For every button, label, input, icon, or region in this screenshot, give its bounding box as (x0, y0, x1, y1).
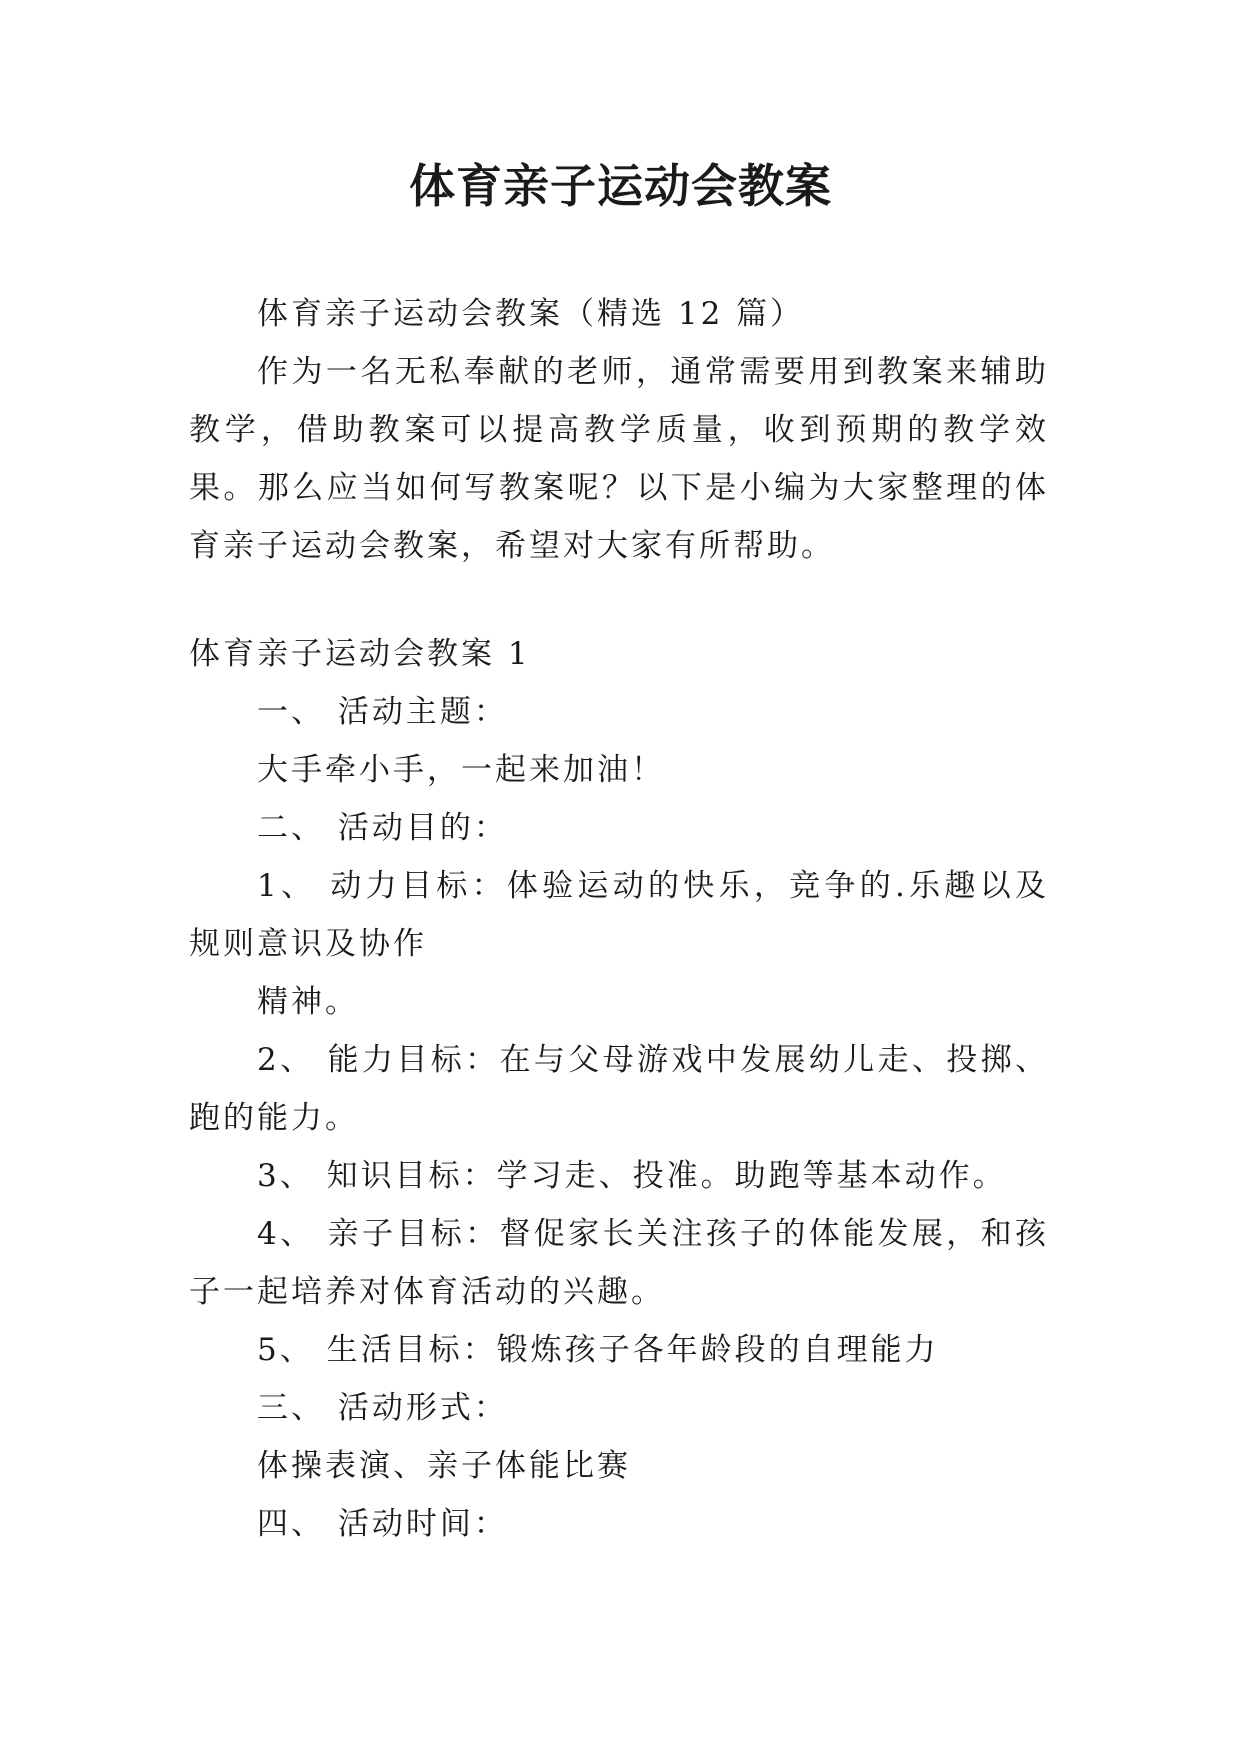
paragraph: 大手牵小手，一起来加油！ (257, 752, 665, 788)
paragraph: 2、 能力目标：在与父母游戏中发展幼儿走、投掷、跑的能力。 (189, 1042, 1049, 1136)
document-body (189, 285, 1049, 1553)
paragraph: 四、 活动时间： (257, 1506, 508, 1542)
document-title: 体育亲子运动会教案 (409, 159, 832, 213)
paragraph: 一、 活动主题： (257, 694, 508, 730)
intro-subtitle: 体育亲子运动会教案（精选 12 篇） (257, 296, 805, 332)
paragraph: 精神。 (257, 984, 359, 1020)
paragraph: 5、 生活目标：锻炼孩子各年龄段的自理能力 (257, 1332, 939, 1368)
paragraph: 二、 活动目的： (257, 810, 508, 846)
intro-paragraph: 作为一名无私奉献的老师，通常需要用到教案来辅助教学，借助教案可以提高教学质量，收到预期的教学效果。那么应当如何写教案呢？以下是小编为大家整理的体育亲子运动会教案，希望对大家有所帮助。 (189, 354, 1049, 564)
paragraph: 体操表演、亲子体能比赛 (257, 1448, 631, 1484)
paragraph: 1、 动力目标：体验运动的快乐，竞争的.乐趣以及规则意识及协作 (189, 868, 1049, 962)
section-heading: 体育亲子运动会教案 1 (189, 636, 531, 672)
paragraph: 4、 亲子目标：督促家长关注孩子的体能发展，和孩子一起培养对体育活动的兴趣。 (189, 1216, 1049, 1310)
paragraph: 3、 知识目标：学习走、投准。助跑等基本动作。 (257, 1158, 1007, 1194)
section-spacer (189, 575, 1049, 625)
paragraph: 三、 活动形式： (257, 1390, 508, 1426)
